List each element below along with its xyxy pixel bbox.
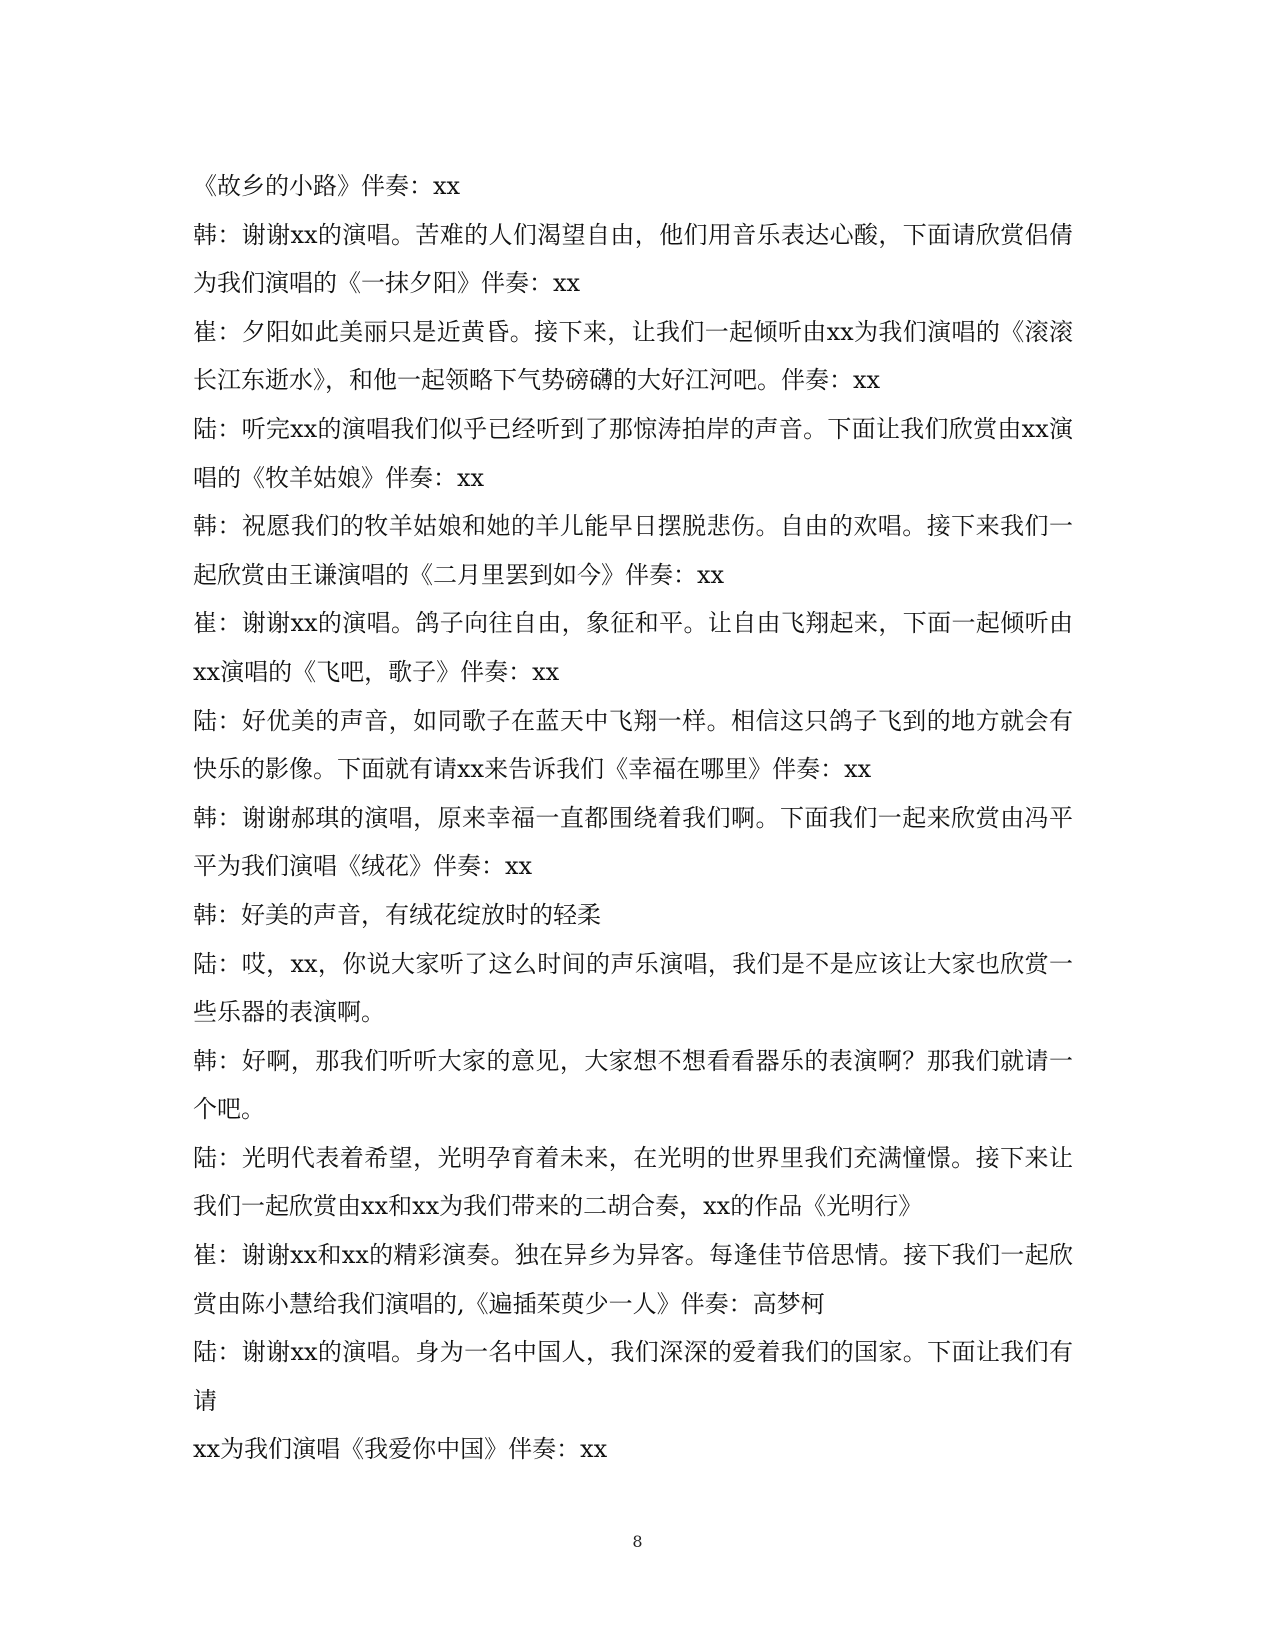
document-body <box>193 162 1073 1474</box>
paragraph: xx为我们演唱《我爱你中国》伴奏：xx <box>193 1435 608 1464</box>
paragraph: 韩：好美的声音，有绒花绽放时的轻柔 <box>193 900 601 929</box>
paragraph: 《故乡的小路》伴奏：xx <box>193 172 461 200</box>
paragraph: 韩：谢谢xx的演唱。苦难的人们渴望自由，他们用音乐表达心酸，下面请欣赏侣倩为我们演唱的《一抹夕阳》伴奏：xx <box>193 220 1073 298</box>
paragraph: 陆：好优美的声音，如同歌子在蓝天中飞翔一样。相信这只鸽子飞到的地方就会有快乐的影像。下面就有请xx来告诉我们《幸福在哪里》伴奏：xx <box>193 706 1073 784</box>
paragraph: 陆：谢谢xx的演唱。身为一名中国人，我们深深的爱着我们的国家。下面让我们有请 <box>193 1338 1073 1415</box>
paragraph: 韩：谢谢郝琪的演唱，原来幸福一直都围绕着我们啊。下面我们一起来欣赏由冯平平为我们演唱《绒花》伴奏：xx <box>193 803 1073 881</box>
paragraph: 陆：哎，xx，你说大家听了这么时间的声乐演唱，我们是不是应该让大家也欣赏一些乐器的表演啊。 <box>193 949 1073 1027</box>
page-number: 8 <box>632 1532 643 1551</box>
paragraph: 崔：夕阳如此美丽只是近黄昏。接下来，让我们一起倾听由xx为我们演唱的《滚滚长江东逝水》，和他一起领略下气势磅礴的大好江河吧。伴奏：xx <box>193 317 1073 395</box>
paragraph: 陆：光明代表着希望，光明孕育着未来，在光明的世界里我们充满憧憬。接下来让我们一起欣赏由xx和xx为我们带来的二胡合奏，xx的作品《光明行》 <box>193 1143 1073 1221</box>
paragraph: 韩：好啊，那我们听听大家的意见，大家想不想看看器乐的表演啊？那我们就请一个吧。 <box>193 1046 1073 1124</box>
paragraph: 韩：祝愿我们的牧羊姑娘和她的羊儿能早日摆脱悲伤。自由的欢唱。接下来我们一起欣赏由王谦演唱的《二月里罢到如今》伴奏：xx <box>193 512 1073 589</box>
paragraph: 陆：听完xx的演唱我们似乎已经听到了那惊涛拍岸的声音。下面让我们欣赏由xx演唱的《牧羊姑娘》伴奏：xx <box>193 414 1073 492</box>
paragraph: 崔：谢谢xx的演唱。鸽子向往自由，象征和平。让自由飞翔起来，下面一起倾听由xx演唱的《飞吧，歌子》伴奏：xx <box>193 609 1073 686</box>
paragraph: 崔：谢谢xx和xx的精彩演奏。独在异乡为异客。每逢佳节倍思情。接下我们一起欣赏由陈小慧给我们演唱的,《遍插茱萸少一人》伴奏：高梦柯 <box>193 1241 1073 1318</box>
